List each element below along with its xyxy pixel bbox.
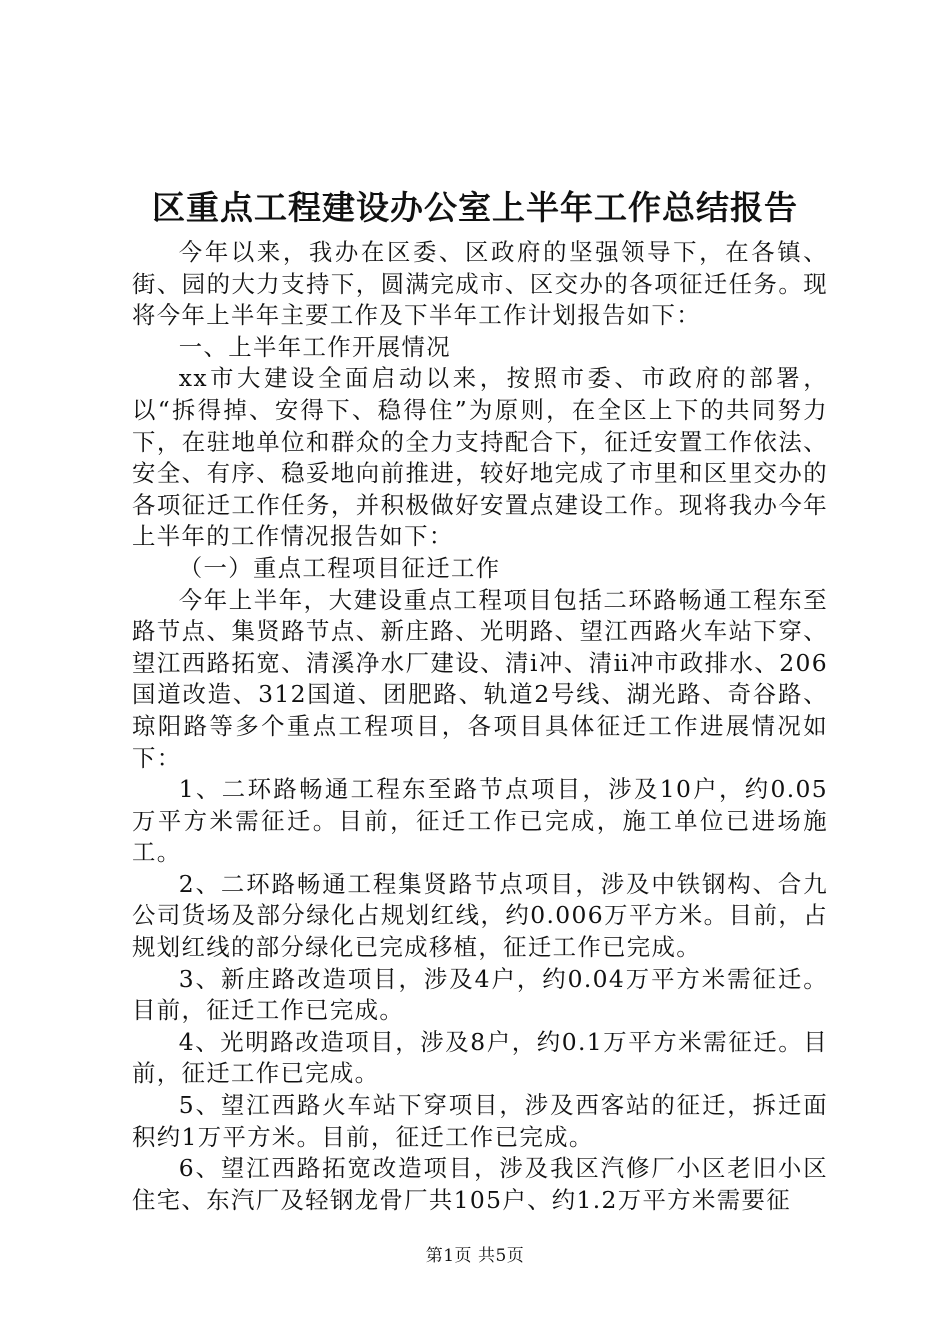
page-number: 第1页 共5页 (425, 1246, 525, 1266)
intro-paragraph: 今年以来，我办在区委、区政府的坚强领导下，在各镇、街、园的大力支持下，圆满完成市、区交办的各项征迁任务。现将今年上半年主要工作及下半年工作计划报告如下： (132, 238, 828, 330)
subsection-heading: （一）重点工程项目征迁工作 (178, 553, 501, 582)
subsection-paragraph: 今年上半年，大建设重点工程项目包括二环路畅通工程东至路节点、集贤路节点、新庄路、光明路、望江西路火车站下穿、望江西路拓宽、清溪净水厂建设、清ⅰ冲、清ⅱ冲市政排水、206国道改造、312国道、团肥路、轨道2号线、湖光路、奇谷路、琼阳路等多个重点工程项目，各项目具体征迁工作进展情况如下： (132, 585, 828, 772)
list-item: 2、二环路畅通工程集贤路节点项目，涉及中铁钢构、合九公司货场及部分绿化占规划红线，约0.006万平方米。目前，占规划红线的部分绿化已完成移植，征迁工作已完成。 (132, 869, 828, 962)
section-heading: 一、上半年工作开展情况 (178, 332, 451, 361)
list-item: 4、光明路改造项目，涉及8户，约0.1万平方米需征迁。目前，征迁工作已完成。 (132, 1027, 828, 1088)
section-paragraph: xx市大建设全面启动以来，按照市委、市政府的部署，以“拆得掉、安得下、稳得住”为原则，在全区上下的共同努力下，在驻地单位和群众的全力支持配合下，征迁安置工作依法、安全、有序、稳妥地向前推进，较好地完成了市里和区里交办的各项征迁工作任务，并积极做好安置点建设工作。现将我办今年上半年的工作情况报告如下： (132, 364, 828, 551)
list-item: 1、二环路畅通工程东至路节点项目，涉及10户，约0.05万平方米需征迁。目前，征迁工作已完成，施工单位已进场施工。 (132, 775, 828, 867)
document-body (132, 237, 828, 1216)
list-item: 3、新庄路改造项目，涉及4户，约0.04万平方米需征迁。目前，征迁工作已完成。 (132, 964, 828, 1025)
list-item: 5、望江西路火车站下穿项目，涉及西客站的征迁，拆迁面积约1万平方米。目前，征迁工作已完成。 (132, 1091, 828, 1151)
list-item: 6、望江西路拓宽改造项目，涉及我区汽修厂小区老旧小区住宅、东汽厂及轻钢龙骨厂共105户、约1.2万平方米需要征 (132, 1154, 828, 1214)
document-title: 区重点工程建设办公室上半年工作总结报告 (152, 188, 798, 227)
